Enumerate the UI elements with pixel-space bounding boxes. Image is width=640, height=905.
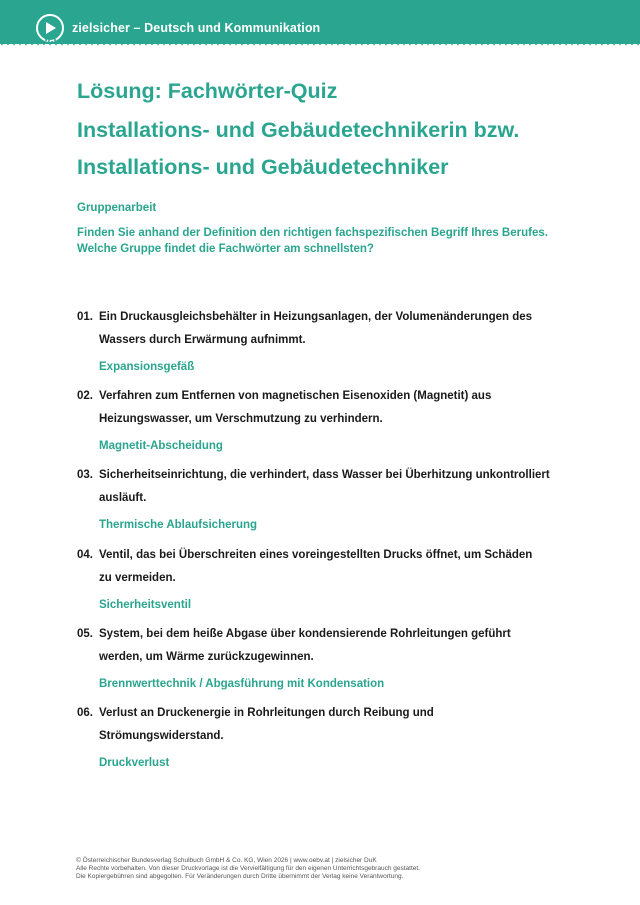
definition-line: Sicherheitseinrichtung, die verhindert, dass Wasser bei Überhitzung unkontrolliert	[99, 469, 550, 482]
item-definition	[99, 623, 569, 669]
item-number: 02.	[77, 390, 93, 403]
item-number: 05.	[77, 627, 93, 640]
item-number: 04.	[77, 548, 93, 561]
page-subtitle-line-1: Installations- und Gebäudetechnikerin bzw.	[77, 118, 520, 142]
footer-copyright	[76, 857, 576, 881]
item-definition	[99, 702, 569, 748]
item-answer: Druckverlust	[99, 757, 170, 769]
definition-line: werden, um Wärme zurückzugewinnen.	[99, 650, 314, 663]
quiz-item	[77, 390, 597, 460]
definition-line: ausläuft.	[99, 492, 147, 505]
footer-line: © Österreichischer Bundesverlag Schulbuch GmbH & Co. KG, Wien 2026 | www.oebv.at | zielsicher DuK	[76, 857, 377, 864]
page-subtitle-line-2: Installations- und Gebäudetechniker	[77, 155, 449, 179]
instructions	[77, 225, 597, 257]
item-number: 06.	[77, 707, 93, 719]
quiz-item	[77, 549, 597, 619]
item-answer: Magnetit-Abscheidung	[99, 440, 223, 453]
item-number: 01.	[77, 311, 93, 323]
footer-line: Die Kopiergebühren sind abgegolten. Für Veränderungen durch Dritte übernimmt der Verlag keine Verantwortung.	[76, 873, 404, 880]
item-definition	[99, 464, 569, 510]
page-title: Lösung: Fachwörter-Quiz	[77, 79, 338, 103]
header-dotted-edge	[0, 38, 640, 48]
item-number: 03.	[77, 469, 93, 482]
item-answer: Brennwerttechnik / Abgasführung mit Kondensation	[99, 677, 385, 690]
definition-line: System, bei dem heiße Abgase über kondensierende Rohrleitungen geführt	[99, 627, 511, 640]
group-label: Gruppenarbeit	[77, 202, 157, 214]
definition-line: Strömungswiderstand.	[99, 730, 224, 742]
definition-line: Verlust an Druckenergie in Rohrleitungen durch Reibung und	[99, 707, 434, 719]
item-answer: Thermische Ablaufsicherung	[99, 519, 258, 532]
quiz-item	[77, 469, 597, 539]
quiz-item	[77, 707, 597, 777]
definition-line: Heizungswasser, um Verschmutzung zu verhindern.	[99, 413, 383, 426]
quiz-item	[77, 628, 597, 698]
definition-line: Ein Druckausgleichsbehälter in Heizungsanlagen, der Volumenänderungen des	[99, 311, 533, 323]
instruction-line: Finden Sie anhand der Definition den richtigen fachspezifischen Begriff Ihres Berufes.	[77, 227, 548, 239]
item-answer: Sicherheitsventil	[99, 598, 192, 611]
definition-line: Verfahren zum Entfernen von magnetischen Eisenoxiden (Magnetit) aus	[99, 390, 492, 403]
brand-name: zielsicher – Deutsch und Kommunikation	[72, 21, 321, 35]
item-definition	[99, 544, 569, 590]
footer-line: Alle Rechte vorbehalten. Von dieser Druckvorlage ist die Vervielfältigung für den eigenen Unterrichtsgebrauch gestattet.	[76, 865, 420, 872]
item-definition	[99, 385, 569, 431]
definition-line: zu vermeiden.	[99, 571, 176, 584]
item-definition	[99, 306, 569, 352]
instruction-line: Welche Gruppe findet die Fachwörter am schnellsten?	[77, 243, 374, 255]
definition-line: Wassers durch Erwärmung aufnimmt.	[99, 334, 306, 346]
quiz-item	[77, 311, 597, 381]
definition-line: Ventil, das bei Überschreiten eines voreingestellten Drucks öffnet, um Schäden	[99, 548, 533, 561]
item-answer: Expansionsgefäß	[99, 361, 195, 373]
